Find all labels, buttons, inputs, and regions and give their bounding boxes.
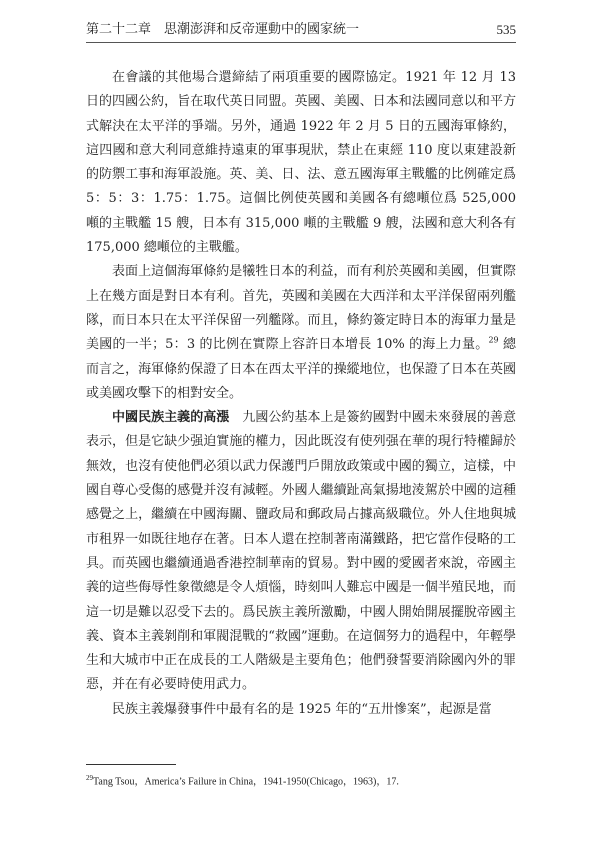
paragraph-may-thirtieth: 民族主義爆發事件中最有名的是 1925 年的“五卅慘案”，起源是當 — [112, 701, 492, 717]
paragraph-text: 九國公約基本上是簽約國對中國未來發展的善意表示，但是它缺少强迫實施的權力，因此既沒有使列强在華的現行特權歸於無效，也沒有使他們必須以武力保護門戶開放政策或中國的獨立，這樣，中國自尊心受傷的感覺并沒有減輕。外國人繼續趾高氣揚地淩駕於中國的這種感覺之上，繼續在中國海關、鹽政局和郵政局占據高級職位。外人住地與城市租界一如既往地存在著。日本人還在控制著南滿鐵路，把它當作侵略的工具。而英國也繼續通過香港控制華南的貿易。對中國的愛國者來說，帝國主義的這些侮辱性象徵總是令人煩惱，時刻叫人難忘中國是一個半殖民地，而這一切是難以忍受下去的。爲民族主義所激勵，中國人開始開展擺脫帝國主義、資本主義剝削和軍閥混戰的“救國”運動。在這個努力的過程中，年輕學生和大城市中正在成長的工人階級是主要角色；他們發誓要消除國內外的罪惡，并在有必要時使用武力。 — [86, 410, 516, 693]
footnote-text: Tang Tsou，America’s Failure in China，1941-1950(Chicago，1963)，17. — [93, 776, 399, 788]
running-head — [86, 18, 516, 43]
paragraph-naval-treaty — [86, 260, 516, 406]
footnote-divider — [86, 764, 176, 765]
body-text — [86, 66, 516, 722]
paragraph-text: 表面上這個海軍條約是犧牲日本的利益，而有利於英國和美國，但實際上在幾方面是對日本有利。首先，英國和美國在大西洋和太平洋保留兩列艦隊，而日本只在太平洋保留一列艦隊。而且，條約簽定時日本的海軍力量是美國的一半；5：3 的比例在實際上容許日本增長 10% 的海上力量。 — [86, 264, 516, 353]
page-number: 535 — [496, 22, 516, 37]
chapter-title: 第二十二章 思潮澎湃和反帝運動中的國家統一 — [86, 22, 360, 37]
section-heading: 中國民族主義的高漲 — [112, 410, 230, 426]
footnote-number: 29 — [86, 774, 93, 782]
footnote — [86, 770, 516, 790]
paragraph-text: 總而言之，海軍條約保證了日本在西太平洋的操縱地位，也保證了日本在英國或美國攻擊下的相對安全。 — [86, 337, 516, 401]
footnote-marker[interactable]: 29 — [488, 335, 499, 345]
paragraph-conference-treaties: 在會議的其他場合還締結了兩項重要的國際協定。1921 年 12 月 13 日的四國公約，旨在取代英日同盟。英國、美國、日本和法國同意以和平方式解決在太平洋的爭端。另外，通過 1922 年 2 月 5 日的五國海軍條約，這四國和意大利同意維持遠東的軍事現狀，禁止在東經 110 度以東建設新的防禦工事和海軍設施。英、美、日、法、意五國海軍主戰艦的比例確定爲 5：5：3：1.75：1.75。這個比例使英國和美國各有總噸位爲 525,000 噸的主戰艦 15 艘，日本有 315,000 噸的主戰艦 9 艘，法國和意大利各有 175,000 總噸位的主戰艦。 — [86, 70, 516, 256]
paragraph-nationalism — [86, 406, 516, 698]
